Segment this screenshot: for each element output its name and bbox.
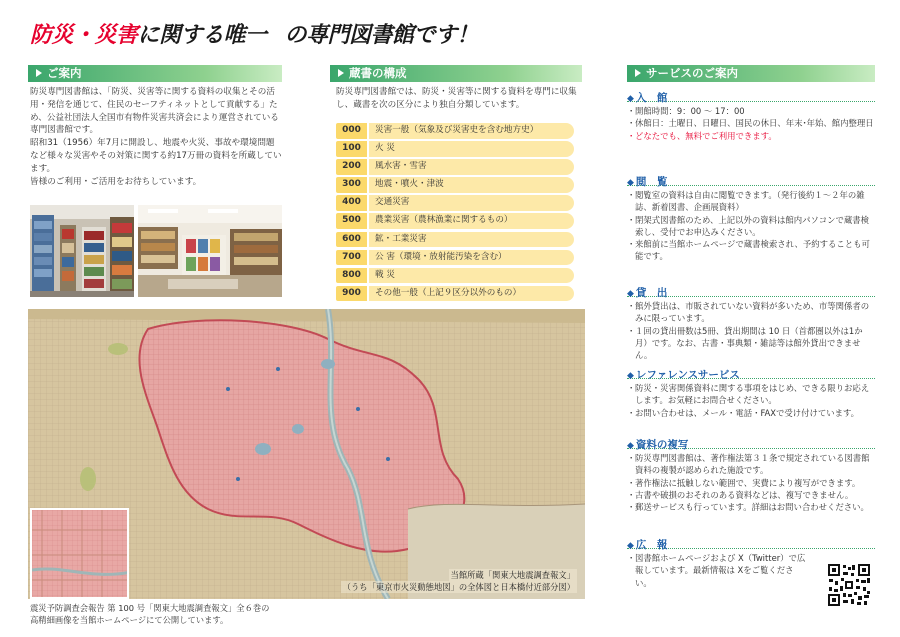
class-code: 700 (336, 250, 367, 266)
service-item: ・古書や破損のおそれのある資料などは、複写できません。 (627, 489, 854, 500)
headline-dark-part-1: に関する唯一 (137, 23, 267, 48)
classification-list (336, 123, 574, 304)
guide-paragraph-1: 防災専門図書館は、「防災、災害等に関する資料の収集とその活用・発信を通じて、住民のセーフティネットとして貢献する」ため、公益社団法人全国市有物件災害共済会により運営されている専門図書館です。 (30, 87, 279, 136)
class-code: 600 (336, 232, 367, 248)
diamond-icon: ◆ (627, 541, 634, 551)
service-admission (627, 86, 875, 170)
bottom-caption (30, 603, 330, 626)
service-item: ・１回の貸出冊数は5冊、貸出期間は 10 日（首都圏以外は1か月）です。なお、古書・事典類・雑誌等は館外貸出できません。 (627, 325, 863, 361)
service-label: 広 報 (635, 539, 668, 551)
class-name: その他一般（上記９区分以外のもの） (369, 286, 574, 302)
service-label: 資料の複写 (635, 439, 689, 451)
class-code: 200 (336, 159, 367, 175)
bookshelf-photo (30, 205, 134, 297)
service-item: ・閲覧室の資料は自由に閲覧できます。（発行後約１～２年の雑誌、新着図書、企画展資料） (627, 190, 865, 213)
service-item-text: どなたでも、無料でご利用できます。 (635, 130, 777, 141)
class-name: 公 害（環境・放射能汚染を含む） (369, 250, 574, 266)
class-row (336, 177, 574, 193)
class-code: 800 (336, 268, 367, 284)
service-label: 入 館 (635, 92, 668, 104)
service-items (627, 300, 875, 361)
reading-room-photo (138, 205, 282, 297)
map-caption-line-2: （うち「東京市火災動態地図」の全体図と日本橋付近部分図） (342, 582, 575, 592)
map-caption (341, 569, 577, 593)
class-row (336, 141, 574, 157)
bottom-caption-line-1: 震災予防調査会報告 第 100 号「関東大地震調査報文」全６巻の (30, 603, 270, 613)
service-item: ・館外貸出は、市販されていない資料が多いため、市等関係者のみに限っています。 (627, 301, 870, 324)
historic-fire-map (28, 309, 585, 599)
service-item: ・開館時間：9：00 ～ 17：00 (627, 106, 745, 116)
triangle-icon (635, 69, 641, 77)
service-item: ・図書館ホームページおよび X（Twitter）で広報しています。最新情報は Xをご覧ください。 (627, 553, 806, 588)
service-publicity (627, 533, 807, 589)
service-label: 閲 覧 (635, 176, 668, 188)
service-item-text: 郵送サービスも行っています。詳細はお問い合わせください。 (635, 502, 869, 513)
class-code: 900 (336, 286, 367, 302)
service-heading (627, 170, 875, 186)
service-item: ・郵送サービスも行っています。詳細はお問い合わせください。 (627, 502, 869, 513)
service-item: ・防災・災害関係資料に関する事項をはじめ、できる限りお応えします。お気軽にお問合せください。 (627, 383, 870, 406)
section-title-guide: ご案内 (47, 66, 82, 80)
bottom-caption-line-2: 高精細画像を当館ホームページにて公開しています。 (30, 614, 229, 625)
service-item: ・お問い合わせは、メール・電話・FAXで受け付けています。 (627, 407, 860, 418)
triangle-icon (36, 69, 42, 77)
class-name: 災害一般（気象及び災害史を含む地方史） (369, 123, 574, 139)
services-column (627, 86, 875, 589)
class-row (336, 123, 574, 139)
service-lending (627, 281, 875, 363)
service-item-text: 閉架式図書館のため、上記以外の資料は館内パソコンで蔵書検索し、受付でお申込みください。 (635, 214, 869, 237)
service-heading (627, 86, 875, 102)
class-name: 鉱・工業災害 (369, 232, 574, 248)
guide-text (30, 86, 282, 188)
service-item-text: 古書や破損のおそれのある資料などは、複写できません。 (635, 489, 854, 500)
service-heading (627, 281, 875, 297)
class-code: 400 (336, 195, 367, 211)
guide-paragraph-2: 昭和31（1956）年7月に開設し、地震や火災、事故や環境問題など様々な災害やその対策に関する約17万冊の資料を所蔵しています。 (30, 138, 282, 174)
class-row (336, 286, 574, 302)
service-item: ・来館前に当館ホームページで蔵書検索され、予約することも可能です。 (627, 239, 870, 262)
service-label: 貸 出 (635, 287, 668, 299)
service-item-text: 開館時間：9：00 ～ 17：00 (635, 106, 745, 116)
guide-paragraph-3: 皆様のご利用・ご活用をお待ちしています。 (30, 176, 202, 187)
service-item: ・どなたでも、無料でご利用できます。 (627, 130, 777, 141)
class-name: 風水害・雪害 (369, 159, 574, 175)
class-code: 000 (336, 123, 367, 139)
map-caption-line-1: 当館所蔵「関東大地震調査報文」 (450, 570, 575, 580)
class-name: 交通災害 (369, 195, 574, 211)
service-item-text: 防災専門図書館は、著作権法第３１条で規定されている図書館資料の複製が認められた施設です。 (635, 453, 870, 476)
class-row (336, 195, 574, 211)
service-item-text: お問い合わせは、メール・電話・FAXで受け付けています。 (635, 407, 860, 418)
diamond-icon: ◆ (627, 371, 634, 381)
class-code: 300 (336, 177, 367, 193)
service-items (627, 189, 875, 263)
service-items (627, 552, 807, 589)
class-code: 100 (336, 141, 367, 157)
headline-dark-part-2: の専門図書館です！ (284, 23, 479, 48)
service-heading (627, 363, 875, 379)
nihonbashi-inset-map (30, 508, 129, 599)
service-item: ・閉架式図書館のため、上記以外の資料は館内パソコンで蔵書検索し、受付でお申込みください。 (627, 214, 869, 237)
class-row (336, 213, 574, 229)
class-row (336, 250, 574, 266)
service-item: ・防災専門図書館は、著作権法第３１条で規定されている図書館資料の複製が認められた施設です。 (627, 453, 870, 476)
service-item-text: 来館前に当館ホームページで蔵書検索され、予約することも可能です。 (635, 239, 870, 262)
class-name: 地震・噴火・津波 (369, 177, 574, 193)
triangle-icon (338, 69, 344, 77)
service-item: ・著作権法に抵触しない範囲で、実費により複写ができます。 (627, 477, 861, 488)
class-name: 火 災 (369, 141, 574, 157)
service-items (627, 382, 875, 419)
service-heading (627, 533, 875, 549)
class-name: 戦 災 (369, 268, 574, 284)
class-row (336, 232, 574, 248)
service-items (627, 105, 875, 142)
class-name: 農業災害（農林漁業に関するもの） (369, 213, 574, 229)
service-item-text: 休館日：土曜日、日曜日、国民の休日、年末･年始、館内整理日 (635, 118, 874, 129)
diamond-icon: ◆ (627, 289, 634, 299)
service-item-text: 防災・災害関係資料に関する事項をはじめ、できる限りお応えします。お気軽にお問合せください。 (635, 383, 870, 406)
section-bar-guide (28, 65, 282, 82)
diamond-icon: ◆ (627, 441, 634, 451)
service-item-text: １回の貸出冊数は5冊、貸出期間は 10 日（首都圏以外は1か月）です。なお、古書・事典類・雑誌等は館外貸出できません。 (635, 325, 863, 361)
section-bar-collection (330, 65, 582, 82)
service-item-text: 館外貸出は、市販されていない資料が多いため、市等関係者のみに限っています。 (635, 301, 870, 324)
service-items (627, 452, 875, 513)
class-row (336, 159, 574, 175)
service-label: レファレンスサービス (635, 369, 740, 381)
headline-red-part: 防災・災害 (30, 23, 138, 48)
page-headline (30, 18, 478, 49)
service-heading (627, 433, 875, 449)
service-item-text: 閲覧室の資料は自由に閲覧できます。（発行後約１～２年の雑誌、新着図書、企画展資料） (635, 190, 865, 213)
section-title-collection: 蔵書の構成 (349, 66, 407, 80)
service-item: ・休館日：土曜日、日曜日、国民の休日、年末･年始、館内整理日 (627, 118, 874, 129)
section-bar-services (627, 65, 875, 82)
diamond-icon: ◆ (627, 178, 634, 188)
service-item-text: 著作権法に抵触しない範囲で、実費により複写ができます。 (635, 477, 861, 488)
collection-intro: 防災専門図書館では、防災・災害等に関する資料を専門に収集し、蔵書を次の区分により独自分類しています。 (336, 87, 577, 110)
diamond-icon: ◆ (627, 94, 634, 104)
service-item-text: 図書館ホームページおよび X（Twitter）で広報しています。最新情報は Xをご覧ください。 (635, 553, 806, 588)
qr-code-icon[interactable] (827, 563, 871, 607)
class-code: 500 (336, 213, 367, 229)
class-row (336, 268, 574, 284)
service-copying (627, 433, 875, 533)
library-photos (30, 205, 282, 297)
service-reference (627, 363, 875, 433)
section-title-services: サービスのご案内 (646, 66, 738, 80)
service-reading (627, 170, 875, 281)
